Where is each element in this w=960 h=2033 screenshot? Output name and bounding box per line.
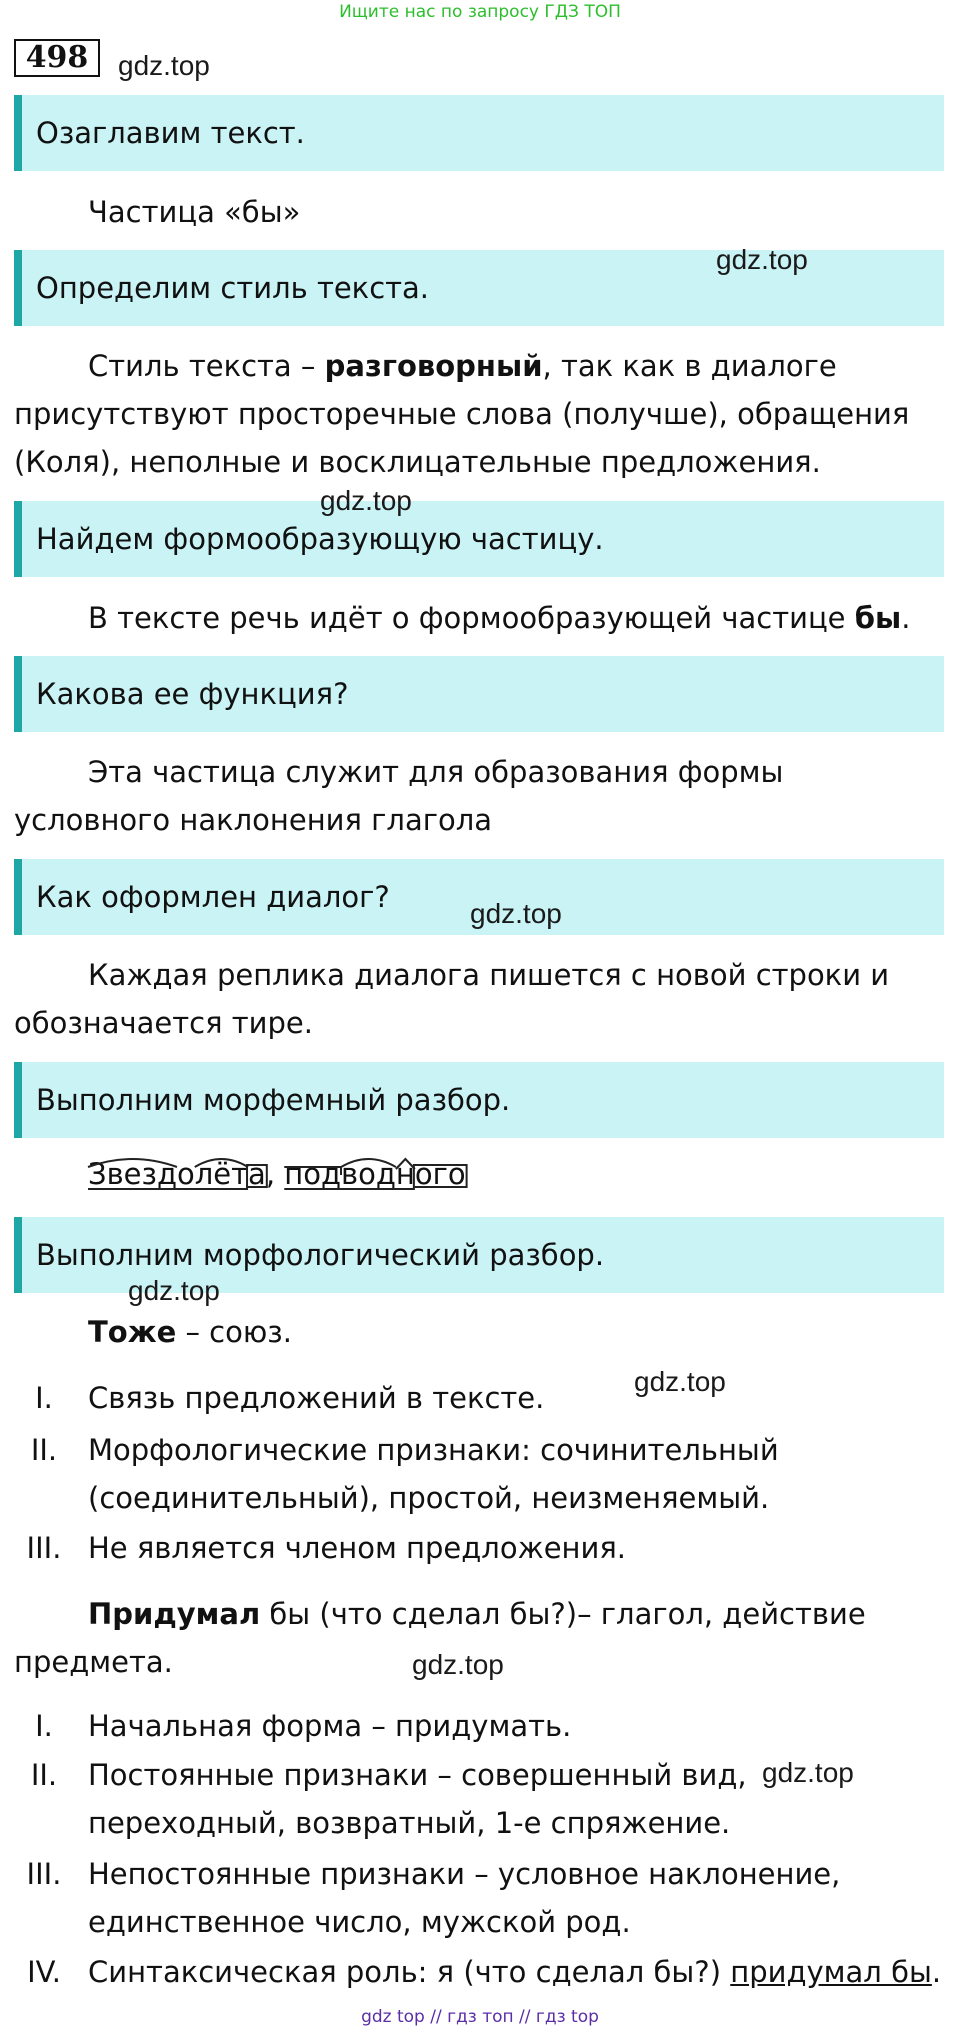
root-morpheme: вод bbox=[341, 1157, 396, 1191]
watermark: gdz.top bbox=[470, 898, 562, 929]
text-part: Стиль текста – bbox=[88, 349, 325, 383]
ending-box-mark bbox=[247, 1165, 267, 1187]
list-item bbox=[14, 1850, 944, 1946]
answer-function: Эта частица служит для образования формы условного наклонения глагола bbox=[14, 755, 784, 837]
heading-style: Определим стиль текста. bbox=[14, 250, 944, 326]
list-number: IV. bbox=[27, 1955, 61, 1989]
text-part: Синтаксическая роль: я (что сделал бы?) bbox=[88, 1955, 731, 1989]
text-part: . bbox=[901, 601, 911, 635]
root-arc-mark bbox=[88, 1159, 177, 1167]
prefix-mark bbox=[284, 1167, 341, 1175]
list-item bbox=[14, 1374, 944, 1422]
watermark: gdz.top bbox=[762, 1757, 854, 1788]
watermark: gdz.top bbox=[716, 244, 808, 275]
linking-vowel: о bbox=[177, 1157, 195, 1191]
text-part: . bbox=[931, 1955, 942, 1989]
footer-links[interactable]: gdz top // гдз топ // гдз top bbox=[361, 2007, 599, 2027]
list-item bbox=[14, 1702, 944, 1750]
list-number: I. bbox=[35, 1381, 53, 1415]
prefix-morpheme: под bbox=[284, 1157, 342, 1191]
ending-morpheme: ого bbox=[414, 1157, 466, 1191]
list-text: Морфологические признаки: сочинительный (соединительный), простой, неизменяемый. bbox=[88, 1433, 779, 1515]
list-text: Непостоянные признаки – условное наклонение, единственное число, мужской род. bbox=[88, 1857, 841, 1939]
ending-morpheme: а bbox=[248, 1157, 266, 1191]
root-arc-mark bbox=[341, 1159, 396, 1167]
heading-morphological: Выполним морфологический разбор. bbox=[14, 1217, 944, 1293]
list-text: Связь предложений в тексте. bbox=[88, 1381, 545, 1415]
text-part: В тексте речь идёт о формообразующей частице bbox=[88, 601, 855, 635]
bold-term: бы bbox=[854, 601, 902, 635]
list-text: Не является членом предложения. bbox=[88, 1531, 627, 1565]
suffix-mark bbox=[396, 1159, 415, 1169]
list-number: II. bbox=[30, 1758, 58, 1792]
text-part: – союз. bbox=[176, 1315, 292, 1349]
list-text bbox=[88, 1948, 948, 1996]
list-item bbox=[14, 1948, 944, 1996]
search-hint[interactable]: Ищите нас по запросу ГДЗ ТОП bbox=[339, 2, 621, 22]
list-item bbox=[14, 1524, 944, 1572]
bold-term: разговорный bbox=[324, 349, 543, 383]
list-number: III. bbox=[26, 1531, 62, 1565]
answer-title: Частица «бы» bbox=[88, 195, 301, 229]
heading-particle: Найдем формообразующую частицу. bbox=[14, 501, 944, 577]
heading-dialog: Как оформлен диалог? bbox=[14, 859, 944, 935]
list-text: Постоянные признаки – совершенный вид, переходный, возвратный, 1-е спряжение. bbox=[88, 1758, 747, 1840]
watermark: gdz.top bbox=[412, 1649, 504, 1680]
predicate-underlined: придумал бы bbox=[730, 1955, 932, 1989]
watermark: gdz.top bbox=[320, 485, 412, 516]
toze-line bbox=[14, 1308, 944, 1356]
comma: , bbox=[265, 1157, 285, 1191]
heading-title: Озаглавим текст. bbox=[14, 95, 944, 171]
bold-term: Придумал bbox=[88, 1597, 261, 1631]
list-item bbox=[14, 1426, 944, 1522]
ending-box-mark bbox=[414, 1165, 467, 1187]
text-part: , так как в диалоге присутствуют просторечные слова (получше), обращения (Коля), неполные и восклицательные предложения. bbox=[14, 349, 910, 479]
root-morpheme: Звезд bbox=[88, 1157, 177, 1191]
list-number: I. bbox=[35, 1709, 53, 1743]
list-number: III. bbox=[26, 1857, 62, 1891]
answer-dialog: Каждая реплика диалога пишется с новой строки и обозначается тире. bbox=[14, 958, 890, 1040]
task-number: 498 bbox=[14, 39, 100, 77]
root-morpheme: лёт bbox=[194, 1157, 249, 1191]
heading-morphemic: Выполним морфемный разбор. bbox=[14, 1062, 944, 1138]
root-arc-mark bbox=[195, 1159, 248, 1167]
list-number: II. bbox=[30, 1433, 58, 1467]
bold-term: Тоже bbox=[88, 1315, 177, 1349]
text-part: бы (что сделал бы?)– глагол, действие предмета. bbox=[14, 1597, 866, 1679]
site-label: gdz.top bbox=[118, 50, 210, 81]
heading-function: Какова ее функция? bbox=[14, 656, 944, 732]
watermark: gdz.top bbox=[128, 1275, 220, 1306]
suffix-morpheme: н bbox=[395, 1157, 415, 1191]
list-text: Начальная форма – придумать. bbox=[88, 1709, 572, 1743]
watermark: gdz.top bbox=[634, 1366, 726, 1397]
